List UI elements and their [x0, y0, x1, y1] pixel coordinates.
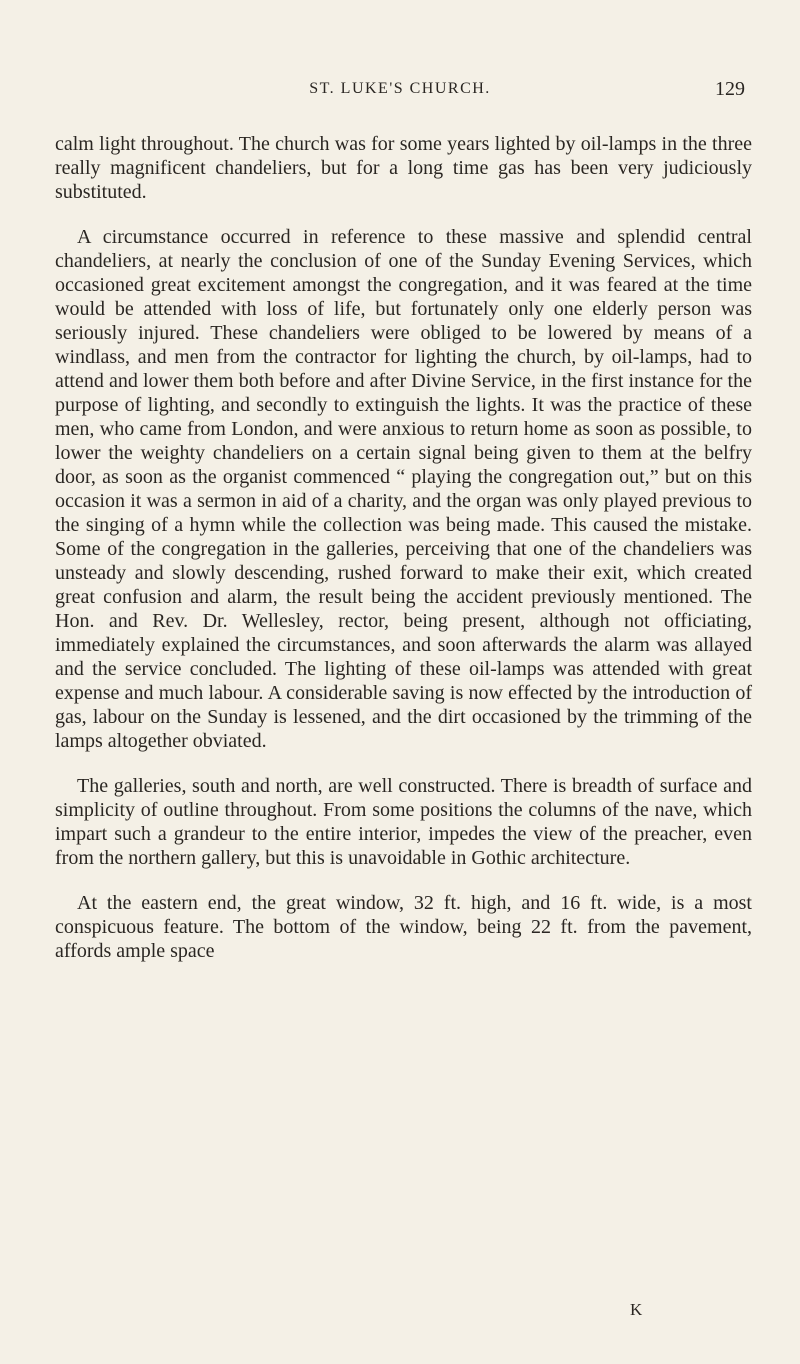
paragraph-east-window: At the eastern end, the great window, 32 ft. high, and 16 ft. wide, is a most conspicuous feature. The bottom of the window, being 22 ft. from the pavement, affords ample space [55, 892, 752, 962]
page-number: 129 [715, 78, 745, 100]
running-title: ST. LUKE'S CHURCH. [309, 80, 491, 97]
paragraph-chandelier-incident: A circumstance occurred in reference to these massive and splendid central chandeliers, at nearly the conclusion of one of the Sunday Evening Services, which occasioned great excitement amongst the congregation, and it was feared at the time would be attended with loss of life, but fortunately only one elderly person was seriously injured. These chandeliers were obliged to be lowered by means of a windlass, and men from the contractor for lighting the church, by oil-lamps, had to attend and lower them both before and after Divine Service, in the first instance for the purpose of lighting, and secondly to extinguish the lights. It was the practice of these men, who came from London, and were anxious to return home as soon as possible, to lower the weighty chandeliers on a certain signal being given to them at the belfry door, as soon as the organist commenced “ playing the congregation out,” but on this occasion it was a sermon in aid of a charity, and the organ was only played previous to the singing of a hymn while the collection was being made. This caused the mistake. Some of the congregation in the galleries, perceiving that one of the chandeliers was unsteady and slowly descending, rushed forward to make their exit, which created great confusion and alarm, the result being the accident previously mentioned. The Hon. and Rev. Dr. Wellesley, rector, being present, although not officiating, immediately explained the circumstances, and soon afterwards the alarm was allayed and the service concluded. The lighting of these oil-lamps was attended with great expense and much labour. A considerable saving is now effected by the introduction of gas, labour on the Sunday is lessened, and the dirt occasioned by the trimming of the lamps altogether obviated. [55, 226, 752, 752]
running-head [0, 80, 800, 110]
paragraph-continuation: calm light throughout. The church was for some years lighted by oil-lamps in the three really magnificent chandeliers, but for a long time gas has been very judiciously substituted. [55, 133, 752, 203]
paragraph-galleries: The galleries, south and north, are well constructed. There is breadth of surface and simplicity of outline throughout. From some positions the columns of the nave, which impart such a grandeur to the entire interior, impedes the view of the preacher, even from the northern gallery, but this is unavoidable in Gothic architecture. [55, 775, 752, 869]
signature-mark: K [630, 1300, 643, 1319]
body-text [55, 132, 752, 963]
